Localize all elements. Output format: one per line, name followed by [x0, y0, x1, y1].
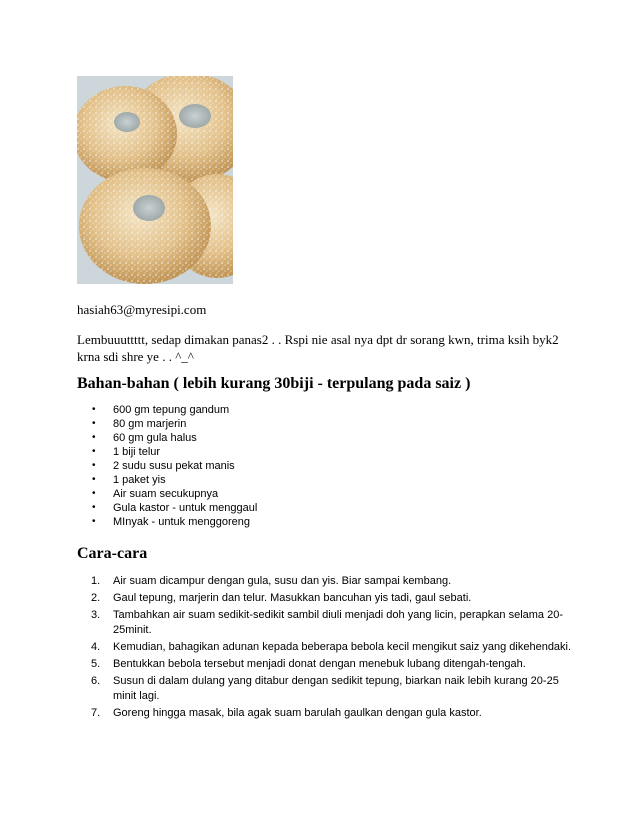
- ingredients-list: [77, 403, 257, 529]
- bullet-icon: •: [92, 488, 96, 499]
- step-text: [113, 674, 571, 704]
- step-line: Susun di dalam dulang yang ditabur dengan sedikit tepung, biarkan naik lebih kurang 20-25: [113, 675, 559, 687]
- step-line: Bentukkan bebola tersebut menjadi donat dengan menebuk lubang ditengah-tengah.: [113, 658, 526, 670]
- step-line: 25minit.: [113, 624, 152, 636]
- step-line: Goreng hingga masak, bila agak suam barulah gaulkan dengan gula kastor.: [113, 707, 482, 719]
- list-item: [77, 706, 571, 721]
- ingredient-text: MInyak - untuk menggoreng: [113, 516, 250, 528]
- bullet-icon: •: [92, 404, 96, 415]
- ingredient-text: 80 gm marjerin: [113, 418, 187, 430]
- step-number: 4.: [91, 641, 101, 653]
- step-number: 7.: [91, 707, 101, 719]
- list-item: [77, 403, 257, 417]
- step-line: minit lagi.: [113, 690, 160, 702]
- step-number: 6.: [91, 675, 101, 687]
- intro-line: krna sdi shre ye . . ^_^: [77, 349, 194, 364]
- bullet-icon: •: [92, 446, 96, 457]
- list-item: [77, 591, 571, 606]
- step-line: Air suam dicampur dengan gula, susu dan yis. Biar sampai kembang.: [113, 575, 452, 587]
- bullet-icon: •: [92, 432, 96, 443]
- step-line: Tambahkan air suam sedikit-sedikit sambil diuli menjadi doh yang licin, perapkan selama 20-: [113, 609, 564, 621]
- step-text: [113, 608, 571, 638]
- sugar-donut-photo-icon: [77, 76, 233, 284]
- list-item: [77, 657, 571, 672]
- ingredient-text: 1 biji telur: [113, 446, 161, 458]
- bullet-icon: •: [92, 516, 96, 527]
- method-steps-list: [77, 574, 571, 723]
- step-text: [113, 706, 571, 721]
- list-item: [77, 640, 571, 655]
- bullet-icon: •: [92, 460, 96, 471]
- ingredient-text: 60 gm gula halus: [113, 432, 197, 444]
- list-item: [77, 431, 257, 445]
- bullet-icon: •: [92, 418, 96, 429]
- step-text: [113, 640, 571, 655]
- step-line: Gaul tepung, marjerin dan telur. Masukkan bancuhan yis tadi, gaul sebati.: [113, 592, 472, 604]
- step-text: [113, 657, 571, 672]
- list-item: [77, 501, 257, 515]
- list-item: [77, 608, 571, 638]
- list-item: [77, 473, 257, 487]
- step-text: [113, 591, 571, 606]
- step-text: [113, 574, 571, 589]
- ingredient-text: Gula kastor - untuk menggaul: [113, 502, 258, 514]
- ingredient-text: 1 paket yis: [113, 474, 166, 486]
- step-number: 3.: [91, 609, 101, 621]
- step-number: 5.: [91, 658, 101, 670]
- ingredients-heading: Bahan-bahan ( lebih kurang 30biji - terpulang pada saiz ): [77, 375, 471, 392]
- step-number: 1.: [91, 575, 101, 587]
- step-number: 2.: [91, 592, 101, 604]
- list-item: [77, 459, 257, 473]
- method-heading: Cara-cara: [77, 545, 148, 562]
- bullet-icon: •: [92, 502, 96, 513]
- list-item: [77, 674, 571, 704]
- intro-line: Lembuuuttttt, sedap dimakan panas2 . . Rspi nie asal nya dpt dr sorang kwn, trima ksih byk2: [77, 332, 559, 347]
- author-email: hasiah63@myresipi.com: [77, 302, 207, 317]
- bullet-icon: •: [92, 474, 96, 485]
- ingredient-text: 600 gm tepung gandum: [113, 404, 230, 416]
- list-item: [77, 445, 257, 459]
- ingredient-text: Air suam secukupnya: [113, 488, 219, 500]
- list-item: [77, 574, 571, 589]
- step-line: Kemudian, bahagikan adunan kepada beberapa bebola kecil mengikut saiz yang dikehendaki.: [113, 641, 572, 653]
- ingredient-text: 2 sudu susu pekat manis: [113, 460, 235, 472]
- list-item: [77, 515, 257, 529]
- list-item: [77, 417, 257, 431]
- list-item: [77, 487, 257, 501]
- donut-photo: [77, 76, 233, 284]
- intro-text: [77, 331, 557, 365]
